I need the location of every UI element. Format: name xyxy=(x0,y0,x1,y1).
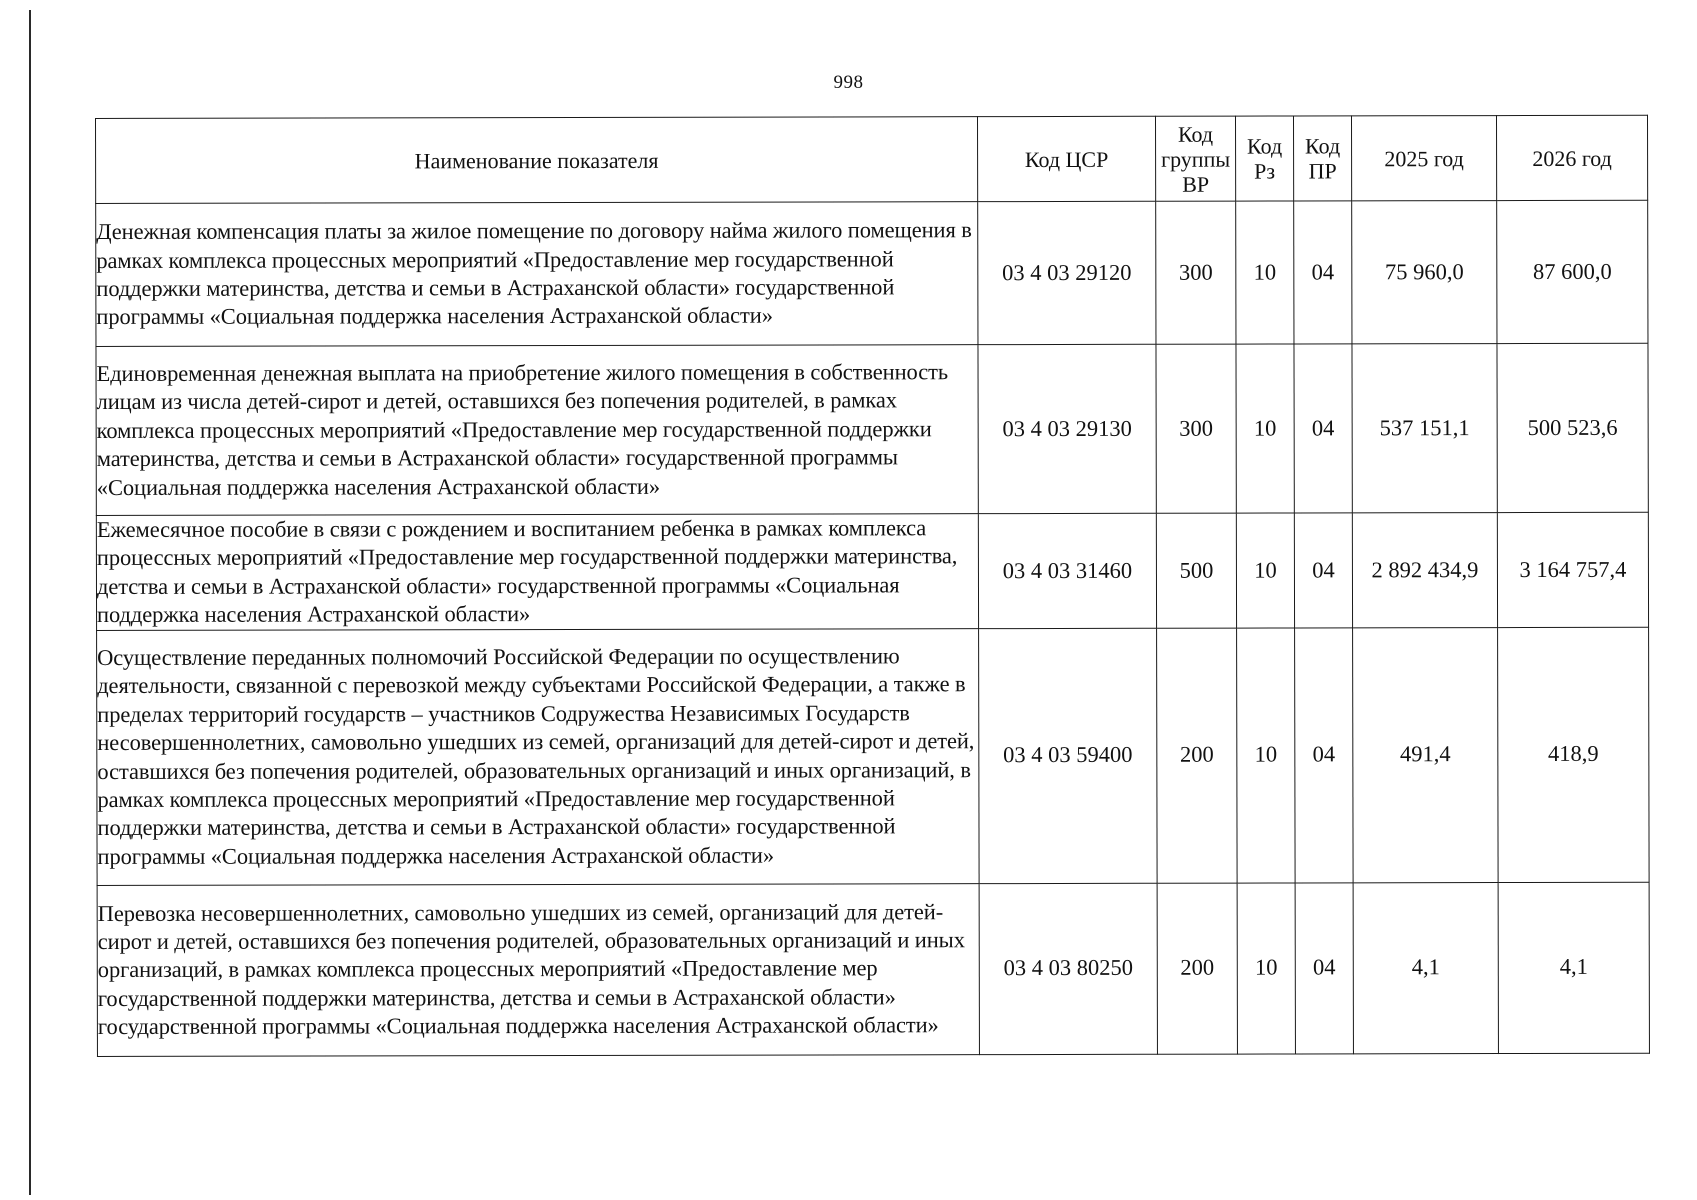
indicator-name-cell: Денежная компенсация платы за жилое помещение по договору найма жилого помещения в рамках комплекса процессных мероприятий «Предоставление мер государственной поддержки материнства, детства и семьи в Астраханской области» государственной программы «Социальная поддержка населения Астраханской области» xyxy=(96,202,978,347)
csr-code-cell: 03 4 03 31460 xyxy=(978,513,1156,628)
table-row xyxy=(96,512,1648,630)
table-row xyxy=(96,343,1648,515)
indicator-name-cell: Перевозка несовершеннолетних, самовольно ушедших из семей, организаций для детей-сирот и детей, оставшихся без попечения родителей, образовательных организаций и иных организаций, в рамках комплекса процессных мероприятий «Предоставление мер государственной поддержки материнства, детства и семьи в Астраханской области» государственной программы «Социальная поддержка населения Астраханской области» xyxy=(97,883,979,1056)
binding-margin-line xyxy=(29,10,31,1195)
table-row xyxy=(96,200,1648,346)
csr-code-cell: 03 4 03 29130 xyxy=(978,344,1156,513)
amount-2026-cell: 418,9 xyxy=(1498,627,1650,882)
csr-code-cell: 03 4 03 59400 xyxy=(979,628,1158,883)
header-csr-code: Код ЦСР xyxy=(977,116,1155,201)
amount-2025-cell: 4,1 xyxy=(1353,882,1498,1053)
amount-2025-cell: 2 892 434,9 xyxy=(1352,513,1497,628)
amount-2025-cell: 491,4 xyxy=(1353,627,1499,882)
page-number: 998 xyxy=(833,72,864,93)
table-row xyxy=(97,882,1649,1056)
vr-code-cell: 300 xyxy=(1156,201,1236,344)
vr-code-cell: 200 xyxy=(1157,628,1238,883)
indicator-name-cell: Единовременная денежная выплата на приобретение жилого помещения в собственность лицам из числа детей-сирот и детей, оставшихся без попечения родителей, в рамках комплекса процессных мероприятий «Предоставление мер государственной поддержки материнства, детства и семьи в Астраханской области» государственной программы «Социальная поддержка населения Астраханской области» xyxy=(96,345,978,516)
header-indicator-name: Наименование показателя xyxy=(96,117,978,204)
pr-code-cell: 04 xyxy=(1294,344,1352,513)
vr-code-cell: 300 xyxy=(1156,344,1236,513)
amount-2025-cell: 537 151,1 xyxy=(1352,344,1497,513)
rz-code-cell: 10 xyxy=(1236,513,1294,628)
pr-code-cell: 04 xyxy=(1295,627,1354,882)
amount-2026-cell: 87 600,0 xyxy=(1497,200,1648,343)
amount-2026-cell: 3 164 757,4 xyxy=(1497,512,1648,627)
amount-2026-cell: 500 523,6 xyxy=(1497,343,1648,512)
indicator-name-cell: Ежемесячное пособие в связи с рождением и воспитанием ребенка в рамках комплекса процессных мероприятий «Предоставление мер государственной поддержки материнства, детства и семьи в Астраханской области» государственной программы «Социальная поддержка населения Астраханской области» xyxy=(96,514,978,630)
header-rz-code: Код Рз xyxy=(1235,116,1293,201)
amount-2026-cell: 4,1 xyxy=(1498,882,1649,1053)
rz-code-cell: 10 xyxy=(1236,201,1294,344)
vr-code-cell: 500 xyxy=(1156,513,1236,628)
amount-2025-cell: 75 960,0 xyxy=(1352,201,1497,344)
csr-code-cell: 03 4 03 80250 xyxy=(979,883,1157,1054)
table-row xyxy=(97,627,1650,885)
rz-code-cell: 10 xyxy=(1237,883,1295,1054)
header-vr-group-code: Код группы ВР xyxy=(1155,116,1235,201)
header-year-2025: 2025 год xyxy=(1351,116,1496,201)
table-header-row xyxy=(96,115,1648,203)
pr-code-cell: 04 xyxy=(1294,201,1352,344)
rz-code-cell: 10 xyxy=(1236,344,1294,513)
indicator-name-cell: Осуществление переданных полномочий Российской Федерации по осуществлению деятельности, связанной с перевозкой между субъектами Российской Федерации, а также в пределах территорий государств – участников Содружества Независимых Государств несовершеннолетних, самовольно ушедших из семей, организаций для детей-сирот и детей, оставшихся без попечения родителей, образовательных организаций и иных организаций, в рамках комплекса процессных мероприятий «Предоставление мер государственной поддержки материнства, детства и семьи в Астраханской области» государственной программы «Социальная поддержка населения Астраханской области» xyxy=(97,628,980,885)
pr-code-cell: 04 xyxy=(1294,513,1352,628)
budget-table xyxy=(95,115,1650,1057)
rz-code-cell: 10 xyxy=(1237,628,1296,883)
header-year-2026: 2026 год xyxy=(1496,115,1647,200)
pr-code-cell: 04 xyxy=(1295,882,1353,1053)
csr-code-cell: 03 4 03 29120 xyxy=(978,201,1156,344)
header-pr-code: Код ПР xyxy=(1293,116,1351,201)
vr-code-cell: 200 xyxy=(1157,883,1237,1054)
